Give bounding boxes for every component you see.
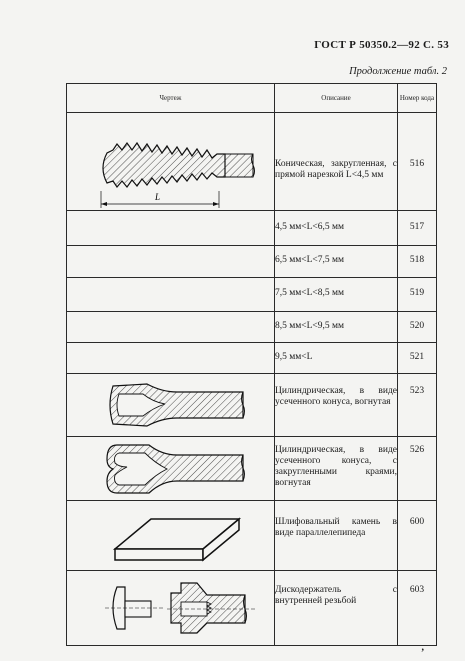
table-row [67, 374, 437, 437]
drawing-cell [67, 571, 275, 646]
code-cell: 600 [398, 501, 437, 571]
table-row [67, 437, 437, 501]
table-header-row [67, 84, 437, 113]
drawing-cell [67, 374, 275, 437]
col-header-drawing: Чертеж [67, 84, 275, 113]
code-cell: 518 [398, 246, 437, 278]
description-cell: 4,5 мм<L<6,5 мм [275, 211, 398, 246]
code-cell: 519 [398, 278, 437, 312]
tapered-threaded-tip-drawing [67, 113, 275, 210]
table-row [67, 501, 437, 571]
code-cell: 516 [398, 113, 437, 211]
drawing-cell [67, 343, 275, 374]
code-cell: 521 [398, 343, 437, 374]
code-cell: 603 [398, 571, 437, 646]
disc-holder-drawing [67, 571, 275, 645]
table-continuation-caption: Продолжение табл. 2 [349, 66, 447, 77]
description-cell: Коническая, закругленная, с прямой нарезкой L<4,5 мм [275, 113, 398, 211]
dimension-label: L [155, 192, 161, 202]
drawing-cell [67, 246, 275, 278]
table-row [67, 211, 437, 246]
drawing-cell [67, 437, 275, 501]
cylindrical-cone-rounded-drawing [67, 437, 275, 500]
table-row [67, 343, 437, 374]
code-cell: 517 [398, 211, 437, 246]
table-row [67, 246, 437, 278]
table-row [67, 113, 437, 211]
description-cell: 8,5 мм<L<9,5 мм [275, 312, 398, 343]
description-cell: Цилиндрическая, в виде усеченного конуса, с закругленными краями, вогнутая [275, 437, 398, 501]
tools-table [66, 83, 437, 646]
footer-mark: , [421, 642, 424, 653]
description-cell: 6,5 мм<L<7,5 мм [275, 246, 398, 278]
cylindrical-cone-drawing [67, 374, 275, 436]
code-cell: 526 [398, 437, 437, 501]
description-cell: 9,5 мм<L [275, 343, 398, 374]
description-cell: Цилиндрическая, в виде усеченного конуса, вогнутая [275, 374, 398, 437]
col-header-description: Описание [275, 84, 398, 113]
table-row [67, 278, 437, 312]
drawing-cell [67, 501, 275, 571]
code-cell: 520 [398, 312, 437, 343]
drawing-cell [67, 211, 275, 246]
parallelepiped-stone-drawing [67, 501, 275, 570]
page-header: ГОСТ Р 50350.2—92 С. 53 [314, 39, 449, 51]
table-row [67, 312, 437, 343]
drawing-cell [67, 278, 275, 312]
description-cell: Дискодержатель с внутренней резьбой [275, 571, 398, 646]
col-header-code: Номер кода [398, 84, 437, 113]
description-cell: 7,5 мм<L<8,5 мм [275, 278, 398, 312]
drawing-cell [67, 312, 275, 343]
description-cell: Шлифовальный камень в виде параллелепипеда [275, 501, 398, 571]
code-cell: 523 [398, 374, 437, 437]
drawing-cell [67, 113, 275, 211]
table-row [67, 571, 437, 646]
